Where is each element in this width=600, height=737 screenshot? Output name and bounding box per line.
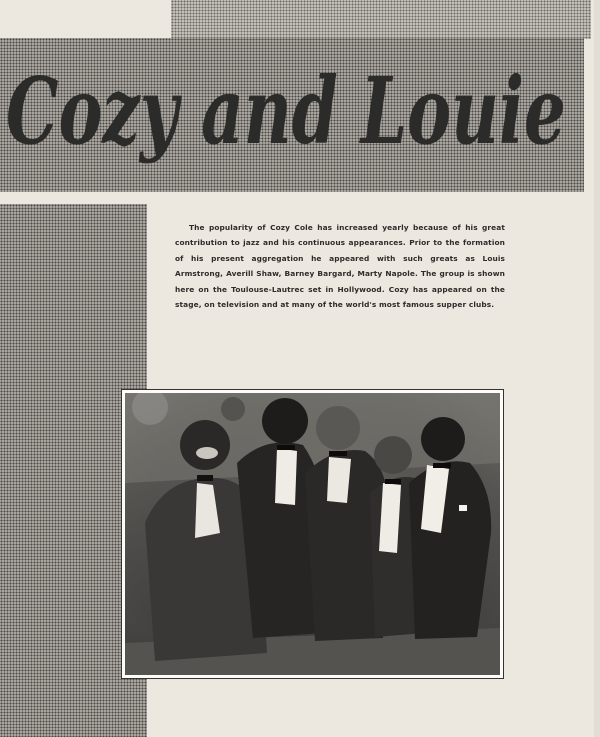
page-title — [0, 55, 600, 205]
band-photo — [121, 389, 504, 679]
page-title-text: Cozy and Louie — [6, 57, 566, 165]
band-photo-image — [125, 393, 500, 675]
article-body: The popularity of Cozy Cole has increased yearly because of his great contribution to jazz and his continuous appearances. Prior to the formation of his present aggregation he appeared with such greats as Louis Armstrong, Averill Shaw, Barney Bargard, Marty Napole. The group is shown here on the Toulouse-Lautrec set in Hollywood. Cozy has appeared on the stage, on television and at many of the world's most famous supper clubs. — [175, 223, 505, 310]
top-halftone-strip — [171, 0, 591, 39]
